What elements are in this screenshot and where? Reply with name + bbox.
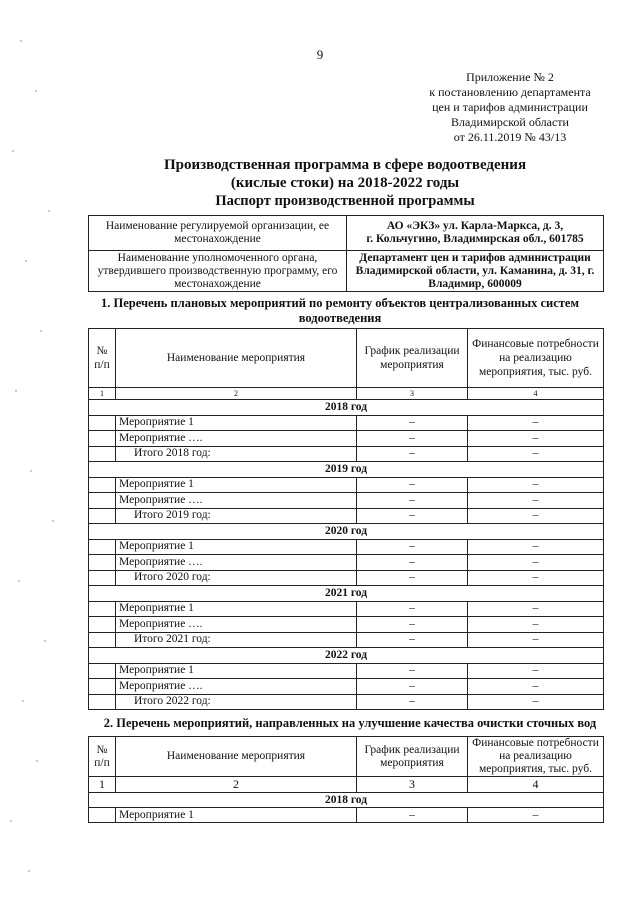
table-row bbox=[89, 808, 604, 823]
finance-cell: – bbox=[468, 570, 604, 586]
passport-row bbox=[89, 216, 604, 251]
index-cell: 2 bbox=[116, 388, 357, 400]
speck bbox=[40, 330, 42, 332]
total-row bbox=[89, 508, 604, 524]
index-cell: 4 bbox=[468, 777, 604, 793]
appendix-line: Приложение № 2 bbox=[466, 70, 554, 84]
table-header-row bbox=[89, 737, 604, 777]
schedule-cell: – bbox=[357, 493, 468, 509]
passport-value-line: АО «ЭКЗ» ул. Карла-Маркса, д. 3, bbox=[386, 220, 564, 232]
number-cell bbox=[89, 415, 116, 431]
number-cell bbox=[89, 632, 116, 648]
passport-table bbox=[88, 215, 604, 292]
schedule-cell: – bbox=[357, 632, 468, 648]
index-cell: 1 bbox=[89, 777, 116, 793]
item-name: Мероприятие …. bbox=[116, 555, 357, 571]
item-name: Мероприятие 1 bbox=[116, 477, 357, 493]
title-line: Производственная программа в сфере водоотведения bbox=[163, 157, 527, 173]
col-header-number: № п/п bbox=[89, 737, 116, 777]
section2-table bbox=[88, 736, 604, 823]
total-row bbox=[89, 632, 604, 648]
finance-cell: – bbox=[468, 493, 604, 509]
schedule-cell: – bbox=[357, 808, 468, 823]
total-row bbox=[89, 446, 604, 462]
title-line: (кислые стоки) на 2018-2022 годы bbox=[230, 175, 460, 191]
schedule-cell: – bbox=[357, 679, 468, 695]
speck bbox=[22, 700, 24, 702]
total-row bbox=[89, 570, 604, 586]
passport-row bbox=[89, 251, 604, 292]
appendix-block bbox=[405, 70, 615, 145]
speck bbox=[35, 90, 37, 92]
number-cell bbox=[89, 446, 116, 462]
col-header-name: Наименование мероприятия bbox=[116, 737, 357, 777]
schedule-cell: – bbox=[357, 663, 468, 679]
schedule-cell: – bbox=[357, 617, 468, 633]
scan-noise bbox=[0, 0, 80, 905]
number-cell bbox=[89, 539, 116, 555]
number-cell bbox=[89, 663, 116, 679]
appendix-line: от 26.11.2019 № 43/13 bbox=[453, 130, 567, 144]
finance-cell: – bbox=[468, 431, 604, 447]
table-index-row bbox=[89, 388, 604, 400]
passport-label: Наименование регулируемой организации, ее местонахождение bbox=[89, 216, 347, 251]
total-label: Итого 2020 год: bbox=[116, 570, 357, 586]
speck bbox=[25, 260, 27, 262]
passport-value-line: г. Кольчугино, Владимирская обл., 601785 bbox=[366, 233, 584, 245]
year-row bbox=[89, 462, 604, 478]
number-cell bbox=[89, 493, 116, 509]
year-label: 2019 год bbox=[89, 462, 604, 478]
year-label: 2022 год bbox=[89, 648, 604, 664]
finance-cell: – bbox=[468, 694, 604, 710]
section1-table bbox=[88, 328, 604, 710]
section2-title: 2. Перечень мероприятий, направленных на улучшение качества очистки сточных вод bbox=[103, 716, 597, 730]
total-row bbox=[89, 694, 604, 710]
col-header-finance: Финансовые потребности на реализацию мероприятия, тыс. руб. bbox=[468, 737, 604, 777]
year-row bbox=[89, 586, 604, 602]
appendix-line: Владимирской области bbox=[451, 115, 569, 129]
speck bbox=[28, 870, 30, 872]
number-cell bbox=[89, 570, 116, 586]
finance-cell: – bbox=[468, 539, 604, 555]
finance-cell: – bbox=[468, 415, 604, 431]
index-cell: 3 bbox=[357, 777, 468, 793]
number-cell bbox=[89, 601, 116, 617]
number-cell bbox=[89, 808, 116, 823]
year-row bbox=[89, 793, 604, 808]
table-row bbox=[89, 493, 604, 509]
total-label: Итого 2019 год: bbox=[116, 508, 357, 524]
col-header-schedule: График реализации мероприятия bbox=[357, 737, 468, 777]
speck bbox=[30, 470, 32, 472]
table-row bbox=[89, 601, 604, 617]
item-name: Мероприятие …. bbox=[116, 431, 357, 447]
number-cell bbox=[89, 694, 116, 710]
finance-cell: – bbox=[468, 679, 604, 695]
appendix-line: цен и тарифов администрации bbox=[432, 100, 588, 114]
item-name: Мероприятие …. bbox=[116, 617, 357, 633]
number-cell bbox=[89, 617, 116, 633]
item-name: Мероприятие …. bbox=[116, 493, 357, 509]
speck bbox=[48, 210, 50, 212]
table-row bbox=[89, 663, 604, 679]
table-row bbox=[89, 477, 604, 493]
speck bbox=[15, 390, 17, 392]
finance-cell: – bbox=[468, 508, 604, 524]
document-title bbox=[90, 156, 600, 192]
table-row bbox=[89, 679, 604, 695]
number-cell bbox=[89, 555, 116, 571]
number-cell bbox=[89, 679, 116, 695]
appendix-line: к постановлению департамента bbox=[429, 85, 591, 99]
total-label: Итого 2021 год: bbox=[116, 632, 357, 648]
finance-cell: – bbox=[468, 601, 604, 617]
col-header-finance: Финансовые потребности на реализацию мероприятия, тыс. руб. bbox=[468, 329, 604, 388]
total-label: Итого 2022 год: bbox=[116, 694, 357, 710]
item-name: Мероприятие 1 bbox=[116, 808, 357, 823]
schedule-cell: – bbox=[357, 555, 468, 571]
finance-cell: – bbox=[468, 663, 604, 679]
speck bbox=[20, 40, 22, 42]
item-name: Мероприятие …. bbox=[116, 679, 357, 695]
passport-value: Департамент цен и тарифов администрации Владимирской области, ул. Каманина, д. 31, г. Владимир, 600009 bbox=[347, 251, 604, 292]
year-label: 2018 год bbox=[89, 793, 604, 808]
page-number: 9 bbox=[316, 47, 324, 62]
speck bbox=[44, 640, 46, 642]
finance-cell: – bbox=[468, 477, 604, 493]
year-row bbox=[89, 648, 604, 664]
item-name: Мероприятие 1 bbox=[116, 539, 357, 555]
finance-cell: – bbox=[468, 617, 604, 633]
schedule-cell: – bbox=[357, 431, 468, 447]
schedule-cell: – bbox=[357, 539, 468, 555]
total-label: Итого 2018 год: bbox=[116, 446, 357, 462]
schedule-cell: – bbox=[357, 415, 468, 431]
col-header-name: Наименование мероприятия bbox=[116, 329, 357, 388]
schedule-cell: – bbox=[357, 601, 468, 617]
table-row bbox=[89, 539, 604, 555]
year-label: 2020 год bbox=[89, 524, 604, 540]
passport-heading: Паспорт производственной программы bbox=[215, 193, 475, 209]
table-index-row bbox=[89, 777, 604, 793]
col-header-schedule: График реализации мероприятия bbox=[357, 329, 468, 388]
speck bbox=[52, 520, 54, 522]
finance-cell: – bbox=[468, 555, 604, 571]
passport-label: Наименование уполномоченного органа, утвердившего производственную программу, его местонахождение bbox=[89, 251, 347, 292]
item-name: Мероприятие 1 bbox=[116, 415, 357, 431]
table-row bbox=[89, 431, 604, 447]
index-cell: 2 bbox=[116, 777, 357, 793]
finance-cell: – bbox=[468, 446, 604, 462]
table-row bbox=[89, 617, 604, 633]
number-cell bbox=[89, 477, 116, 493]
speck bbox=[18, 580, 20, 582]
passport-value bbox=[347, 216, 604, 251]
number-cell bbox=[89, 431, 116, 447]
item-name: Мероприятие 1 bbox=[116, 601, 357, 617]
col-header-number: № п/п bbox=[89, 329, 116, 388]
index-cell: 4 bbox=[468, 388, 604, 400]
schedule-cell: – bbox=[357, 477, 468, 493]
table-row bbox=[89, 415, 604, 431]
year-row bbox=[89, 400, 604, 416]
finance-cell: – bbox=[468, 632, 604, 648]
table-row bbox=[89, 555, 604, 571]
year-label: 2021 год bbox=[89, 586, 604, 602]
speck bbox=[12, 150, 14, 152]
number-cell bbox=[89, 508, 116, 524]
speck bbox=[36, 760, 38, 762]
speck bbox=[10, 820, 12, 822]
index-cell: 1 bbox=[89, 388, 116, 400]
section1-title: 1. Перечень плановых мероприятий по ремонту объектов централизованных систем водоотведения bbox=[101, 296, 579, 325]
finance-cell: – bbox=[468, 808, 604, 823]
schedule-cell: – bbox=[357, 570, 468, 586]
year-row bbox=[89, 524, 604, 540]
schedule-cell: – bbox=[357, 694, 468, 710]
table-header-row bbox=[89, 329, 604, 388]
schedule-cell: – bbox=[357, 508, 468, 524]
index-cell: 3 bbox=[357, 388, 468, 400]
year-label: 2018 год bbox=[89, 400, 604, 416]
schedule-cell: – bbox=[357, 446, 468, 462]
item-name: Мероприятие 1 bbox=[116, 663, 357, 679]
